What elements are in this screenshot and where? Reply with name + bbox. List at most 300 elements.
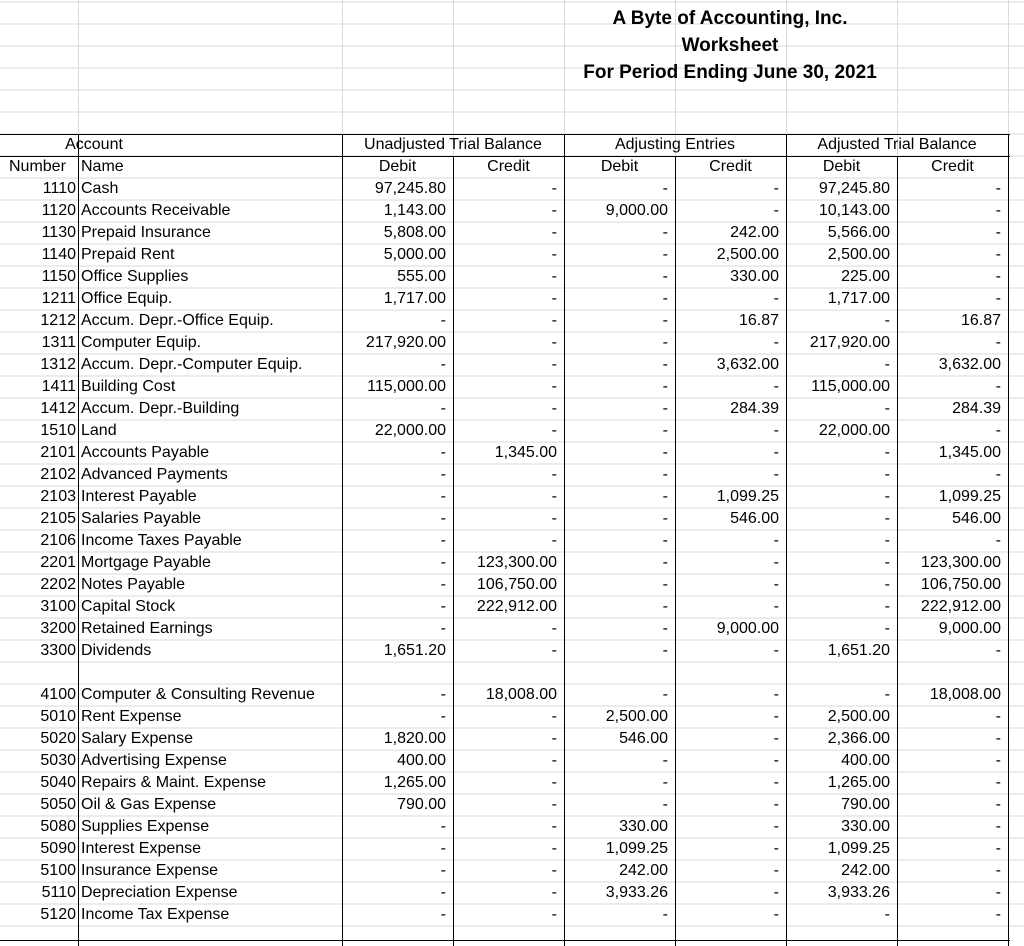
- adjusting-credit: -: [773, 686, 779, 703]
- unadjusted-credit: -: [551, 290, 557, 307]
- header-adjusting: Adjusting Entries: [614, 136, 736, 153]
- adjusted-debit: -: [884, 466, 890, 483]
- adjusted-debit: 225.00: [841, 268, 890, 285]
- table-row[interactable]: [0, 662, 1024, 684]
- adjusting-credit: 9,000.00: [716, 620, 779, 637]
- adjusting-debit: -: [662, 796, 668, 813]
- adjusted-debit: -: [884, 620, 890, 637]
- unadjusted-credit: -: [551, 752, 557, 769]
- table-row[interactable]: [0, 332, 1024, 354]
- unadjusted-credit: -: [551, 708, 557, 725]
- account-name: Prepaid Insurance: [81, 224, 211, 241]
- table-row[interactable]: [0, 860, 1024, 882]
- unadjusted-debit: -: [440, 510, 446, 527]
- title-period: For Period Ending June 30, 2021: [583, 62, 877, 83]
- adjusting-debit: -: [662, 422, 668, 439]
- unadjusted-debit: 1,820.00: [383, 730, 446, 747]
- adjusted-credit: 3,632.00: [938, 356, 1001, 373]
- adjusted-credit: -: [995, 862, 1001, 879]
- adjusting-debit: 1,099.25: [605, 840, 668, 857]
- unadjusted-debit: -: [440, 532, 446, 549]
- account-number: 5120: [40, 906, 76, 923]
- account-number: 1130: [41, 224, 76, 241]
- account-name: Computer Equip.: [81, 334, 202, 351]
- unadjusted-credit: -: [551, 818, 557, 835]
- adjusted-debit: 3,933.26: [827, 884, 890, 901]
- adjusting-credit: 546.00: [730, 510, 779, 527]
- table-row[interactable]: [0, 200, 1024, 222]
- account-name: Notes Payable: [81, 576, 186, 593]
- unadjusted-credit: -: [551, 312, 557, 329]
- unadjusted-credit: 123,300.00: [476, 554, 557, 571]
- unadjusted-debit: 1,651.20: [383, 642, 446, 659]
- account-number: 1312: [40, 356, 76, 373]
- adjusting-credit: -: [773, 752, 779, 769]
- unadjusted-debit: -: [440, 576, 446, 593]
- table-row[interactable]: [0, 816, 1024, 838]
- adjusting-debit: 330.00: [619, 818, 668, 835]
- unadjusted-credit: -: [551, 400, 557, 417]
- adjusted-credit: -: [995, 884, 1001, 901]
- adjusted-debit: -: [884, 598, 890, 615]
- adjusted-credit: -: [995, 268, 1001, 285]
- adjusted-credit: -: [995, 246, 1001, 263]
- adjusting-credit: -: [773, 466, 779, 483]
- adjusting-debit: -: [662, 554, 668, 571]
- adjusting-debit: [564, 662, 668, 684]
- adjusted-credit: -: [995, 906, 1001, 923]
- adjusting-debit: -: [662, 576, 668, 593]
- account-number: 1110: [42, 180, 76, 197]
- adjusting-credit: -: [773, 906, 779, 923]
- account-number: 2105: [40, 510, 76, 527]
- adjusted-debit: -: [884, 554, 890, 571]
- adjusted-credit: 16.87: [960, 312, 1001, 329]
- account-name: Salaries Payable: [81, 510, 202, 527]
- account-name: Office Equip.: [81, 290, 173, 307]
- adjusting-credit: 242.00: [730, 224, 779, 241]
- unadjusted-credit: -: [551, 862, 557, 879]
- adjusting-credit: -: [773, 642, 779, 659]
- adjusted-debit: -: [884, 686, 890, 703]
- unadjusted-credit: 1,345.00: [494, 444, 557, 461]
- account-number: 1150: [41, 268, 76, 285]
- adjusting-debit: -: [662, 620, 668, 637]
- unadjusted-debit: -: [440, 884, 446, 901]
- account-name: Supplies Expense: [81, 818, 210, 835]
- adjusting-credit: -: [773, 422, 779, 439]
- header-account: Account: [65, 136, 123, 153]
- adjusted-credit: 123,300.00: [920, 554, 1001, 571]
- table-row[interactable]: [0, 640, 1024, 662]
- adjusting-debit: 242.00: [619, 862, 668, 879]
- adjusting-debit: -: [662, 290, 668, 307]
- unadjusted-credit: -: [551, 488, 557, 505]
- adjusting-debit: 546.00: [619, 730, 668, 747]
- adjusted-credit: -: [995, 466, 1001, 483]
- adjusting-debit: -: [662, 180, 668, 197]
- account-name: Accum. Depr.-Office Equip.: [81, 312, 274, 329]
- table-row[interactable]: [0, 376, 1024, 398]
- adjusted-debit: -: [884, 532, 890, 549]
- account-name: Accum. Depr.-Computer Equip.: [81, 356, 303, 373]
- adjusting-debit: -: [662, 686, 668, 703]
- table-row[interactable]: [0, 838, 1024, 860]
- unadjusted-debit: 5,000.00: [383, 246, 446, 263]
- unadjusted-credit: -: [551, 422, 557, 439]
- adjusted-credit: 106,750.00: [920, 576, 1001, 593]
- table-row[interactable]: [0, 310, 1024, 332]
- account-name: Capital Stock: [81, 598, 176, 615]
- unadjusted-credit: -: [551, 180, 557, 197]
- table-row[interactable]: [0, 244, 1024, 266]
- adjusting-debit: -: [662, 378, 668, 395]
- table-row[interactable]: [0, 464, 1024, 486]
- unadjusted-debit: 115,000.00: [367, 378, 446, 395]
- unadjusted-debit: 217,920.00: [365, 334, 446, 351]
- adjusted-debit: 1,717.00: [827, 290, 890, 307]
- unadjusted-debit: 790.00: [397, 796, 446, 813]
- table-row[interactable]: [0, 574, 1024, 596]
- adjusting-debit: -: [662, 532, 668, 549]
- account-name: Office Supplies: [81, 268, 189, 285]
- table-row[interactable]: [0, 288, 1024, 310]
- adjusting-debit: -: [662, 752, 668, 769]
- account-number: 3300: [40, 642, 76, 659]
- account-number: 5020: [40, 730, 76, 747]
- unadjusted-debit: -: [440, 708, 446, 725]
- adjusting-credit: -: [773, 598, 779, 615]
- account-number: 1140: [41, 246, 76, 263]
- adjusting-debit: 2,500.00: [605, 708, 668, 725]
- account-name: Accounts Payable: [81, 444, 210, 461]
- table-row[interactable]: [0, 266, 1024, 288]
- account-name: [81, 662, 339, 684]
- table-row[interactable]: [0, 442, 1024, 464]
- adjusted-credit: -: [995, 224, 1001, 241]
- table-row[interactable]: [0, 530, 1024, 552]
- unadjusted-debit: -: [440, 466, 446, 483]
- unadjusted-credit: -: [551, 906, 557, 923]
- unadjusted-credit: -: [551, 268, 557, 285]
- adjusted-debit: 1,265.00: [827, 774, 890, 791]
- adjusted-debit: 2,500.00: [827, 246, 890, 263]
- header-unadjusted: Unadjusted Trial Balance: [364, 136, 542, 153]
- adjusted-debit: -: [884, 400, 890, 417]
- account-number: 2201: [40, 554, 76, 571]
- adjusted-debit: 22,000.00: [818, 422, 890, 439]
- adjusting-credit: [675, 662, 779, 684]
- unadjusted-debit: -: [440, 400, 446, 417]
- account-number: 5010: [40, 708, 76, 725]
- adjusting-debit: -: [662, 488, 668, 505]
- account-name: Advanced Payments: [81, 466, 228, 483]
- account-number: 1412: [40, 400, 76, 417]
- account-number: 5090: [40, 840, 76, 857]
- adjusting-debit: -: [662, 774, 668, 791]
- adjusting-credit: -: [773, 554, 779, 571]
- title-company: A Byte of Accounting, Inc.: [612, 8, 848, 29]
- header-tb-debit: Debit: [822, 158, 861, 175]
- table-row[interactable]: [0, 750, 1024, 772]
- header-number: Number: [9, 158, 66, 175]
- unadjusted-credit: -: [551, 884, 557, 901]
- table-row[interactable]: [0, 794, 1024, 816]
- unadjusted-debit: 555.00: [397, 268, 446, 285]
- adjusting-credit: -: [773, 862, 779, 879]
- unadjusted-credit: 18,008.00: [485, 686, 557, 703]
- unadjusted-credit: -: [551, 378, 557, 395]
- adjusted-credit: 1,345.00: [938, 444, 1001, 461]
- adjusting-credit: -: [773, 774, 779, 791]
- account-number: 2102: [40, 466, 76, 483]
- adjusted-credit: -: [995, 774, 1001, 791]
- adjusting-credit: -: [773, 576, 779, 593]
- account-name: Land: [81, 422, 117, 439]
- table-row[interactable]: [0, 728, 1024, 750]
- account-number: 2106: [40, 532, 76, 549]
- adjusted-credit: -: [995, 708, 1001, 725]
- adjusting-debit: -: [662, 334, 668, 351]
- table-row[interactable]: [0, 398, 1024, 420]
- adjusted-debit: -: [884, 488, 890, 505]
- account-number: 2101: [40, 444, 76, 461]
- account-name: Computer & Consulting Revenue: [81, 686, 315, 703]
- unadjusted-debit: -: [440, 686, 446, 703]
- adjusted-debit: 790.00: [841, 796, 890, 813]
- unadjusted-debit: [342, 662, 446, 684]
- adjusting-credit: -: [773, 378, 779, 395]
- header-name: Name: [81, 158, 124, 175]
- account-number: 5050: [40, 796, 76, 813]
- account-number: 3200: [40, 620, 76, 637]
- account-number: 5030: [40, 752, 76, 769]
- adjusted-debit: 97,245.80: [818, 180, 890, 197]
- adjusted-credit: -: [995, 642, 1001, 659]
- account-name: Insurance Expense: [81, 862, 218, 879]
- adjusting-debit: -: [662, 246, 668, 263]
- account-name: Accounts Receivable: [81, 202, 231, 219]
- adjusted-credit: 222,912.00: [920, 598, 1001, 615]
- account-name: Retained Earnings: [81, 620, 213, 637]
- unadjusted-debit: -: [440, 598, 446, 615]
- adjusting-debit: 3,933.26: [605, 884, 668, 901]
- adjusting-credit: 16.87: [738, 312, 779, 329]
- account-number: 1510: [40, 422, 76, 439]
- adjusted-debit: 2,366.00: [827, 730, 890, 747]
- unadjusted-debit: 1,717.00: [383, 290, 446, 307]
- account-name: Interest Payable: [81, 488, 197, 505]
- adjusted-debit: 5,566.00: [827, 224, 890, 241]
- account-number: 5110: [41, 884, 76, 901]
- adjusting-credit: 1,099.25: [716, 488, 779, 505]
- adjusted-debit: 1,099.25: [827, 840, 890, 857]
- table-row[interactable]: [0, 882, 1024, 904]
- unadjusted-debit: -: [440, 554, 446, 571]
- table-row[interactable]: [0, 684, 1024, 706]
- adjusted-debit: -: [884, 312, 890, 329]
- unadjusted-credit: -: [551, 510, 557, 527]
- adjusted-debit: 2,500.00: [827, 708, 890, 725]
- adjusting-debit: -: [662, 906, 668, 923]
- adjusted-credit: -: [995, 334, 1001, 351]
- unadjusted-debit: 97,245.80: [374, 180, 446, 197]
- adjusting-credit: -: [773, 708, 779, 725]
- adjusting-debit: -: [662, 268, 668, 285]
- adjusting-debit: -: [662, 312, 668, 329]
- table-row[interactable]: [0, 222, 1024, 244]
- header-unadj-debit: Debit: [378, 158, 417, 175]
- adjusting-debit: -: [662, 510, 668, 527]
- adjusting-credit: 284.39: [730, 400, 779, 417]
- unadjusted-credit: -: [551, 730, 557, 747]
- unadjusted-credit: 106,750.00: [476, 576, 557, 593]
- unadjusted-credit: -: [551, 246, 557, 263]
- adjusting-credit: -: [773, 884, 779, 901]
- adjusting-credit: -: [773, 730, 779, 747]
- adjusted-credit: -: [995, 840, 1001, 857]
- account-name: Oil & Gas Expense: [81, 796, 217, 813]
- adjusting-debit: -: [662, 642, 668, 659]
- unadjusted-credit: -: [551, 224, 557, 241]
- header-adj-credit: Credit: [709, 158, 752, 175]
- account-number: 1211: [41, 290, 76, 307]
- adjusted-credit: -: [995, 752, 1001, 769]
- adjusting-credit: -: [773, 818, 779, 835]
- adjusted-debit: 115,000.00: [811, 378, 890, 395]
- adjusting-credit: 3,632.00: [716, 356, 779, 373]
- adjusting-credit: -: [773, 840, 779, 857]
- adjusted-credit: 284.39: [952, 400, 1001, 417]
- adjusted-debit: 217,920.00: [809, 334, 890, 351]
- account-number: 1411: [41, 378, 76, 395]
- account-number: 2202: [40, 576, 76, 593]
- account-name: Salary Expense: [81, 730, 194, 747]
- adjusted-debit: -: [884, 444, 890, 461]
- adjusting-debit: -: [662, 400, 668, 417]
- table-row[interactable]: [0, 772, 1024, 794]
- unadjusted-credit: -: [551, 620, 557, 637]
- table-row[interactable]: [0, 552, 1024, 574]
- unadjusted-debit: -: [440, 840, 446, 857]
- account-number: 4100: [40, 686, 76, 703]
- unadjusted-credit: -: [551, 642, 557, 659]
- unadjusted-credit: -: [551, 334, 557, 351]
- header-tb-credit: Credit: [931, 158, 974, 175]
- account-name: Rent Expense: [81, 708, 182, 725]
- table-row[interactable]: [0, 706, 1024, 728]
- account-name: Prepaid Rent: [81, 246, 175, 263]
- adjusting-credit: 330.00: [730, 268, 779, 285]
- unadjusted-debit: 5,808.00: [383, 224, 446, 241]
- adjusted-credit: -: [995, 818, 1001, 835]
- adjusted-credit: 9,000.00: [938, 620, 1001, 637]
- table-row[interactable]: [0, 486, 1024, 508]
- unadjusted-debit: -: [440, 620, 446, 637]
- adjusting-debit: -: [662, 224, 668, 241]
- table-row[interactable]: [0, 420, 1024, 442]
- table-row[interactable]: [0, 508, 1024, 530]
- header-adjusted: Adjusted Trial Balance: [817, 136, 977, 153]
- account-name: Advertising Expense: [81, 752, 227, 769]
- header-unadj-credit: Credit: [487, 158, 530, 175]
- unadjusted-debit: 400.00: [397, 752, 446, 769]
- unadjusted-credit: -: [551, 466, 557, 483]
- unadjusted-debit: 22,000.00: [374, 422, 446, 439]
- adjusted-credit: -: [995, 290, 1001, 307]
- account-number: 1120: [41, 202, 76, 219]
- unadjusted-debit: 1,143.00: [383, 202, 446, 219]
- account-name: Income Tax Expense: [81, 906, 230, 923]
- adjusted-debit: [786, 662, 890, 684]
- table-row[interactable]: [0, 596, 1024, 618]
- unadjusted-credit: [453, 662, 557, 684]
- adjusted-credit: -: [995, 378, 1001, 395]
- account-name: Accum. Depr.-Building: [81, 400, 240, 417]
- adjusting-debit: -: [662, 466, 668, 483]
- account-name: Depreciation Expense: [81, 884, 238, 901]
- account-number: 2103: [40, 488, 76, 505]
- adjusted-credit: 18,008.00: [929, 686, 1001, 703]
- adjusted-credit: -: [995, 422, 1001, 439]
- table-row[interactable]: [0, 618, 1024, 640]
- adjusted-credit: 1,099.25: [938, 488, 1001, 505]
- adjusting-credit: -: [773, 796, 779, 813]
- unadjusted-debit: -: [440, 356, 446, 373]
- adjusted-debit: 400.00: [841, 752, 890, 769]
- adjusting-credit: -: [773, 444, 779, 461]
- adjusted-debit: 242.00: [841, 862, 890, 879]
- account-name: Mortgage Payable: [81, 554, 211, 571]
- adjusted-credit: 546.00: [952, 510, 1001, 527]
- adjusted-credit: -: [995, 796, 1001, 813]
- adjusted-debit: 330.00: [841, 818, 890, 835]
- unadjusted-debit: -: [440, 818, 446, 835]
- table-row[interactable]: [0, 354, 1024, 376]
- account-name: Repairs & Maint. Expense: [81, 774, 266, 791]
- account-number: 5080: [40, 818, 76, 835]
- unadjusted-credit: -: [551, 840, 557, 857]
- adjusted-debit: 10,143.00: [818, 202, 890, 219]
- account-number: 5100: [40, 862, 76, 879]
- account-name: Dividends: [81, 642, 152, 659]
- unadjusted-debit: -: [440, 862, 446, 879]
- account-number: 3100: [40, 598, 76, 615]
- adjusted-credit: -: [995, 730, 1001, 747]
- adjusting-credit: -: [773, 202, 779, 219]
- adjusted-credit: [897, 662, 1001, 684]
- unadjusted-credit: -: [551, 202, 557, 219]
- adjusting-credit: -: [773, 334, 779, 351]
- adjusting-credit: 2,500.00: [716, 246, 779, 263]
- adjusting-credit: -: [773, 180, 779, 197]
- unadjusted-credit: -: [551, 796, 557, 813]
- adjusting-debit: -: [662, 444, 668, 461]
- adjusted-debit: -: [884, 906, 890, 923]
- account-name: Income Taxes Payable: [81, 532, 242, 549]
- unadjusted-debit: -: [440, 906, 446, 923]
- adjusting-debit: 9,000.00: [605, 202, 668, 219]
- adjusted-debit: 1,651.20: [827, 642, 890, 659]
- unadjusted-credit: 222,912.00: [476, 598, 557, 615]
- table-row[interactable]: [0, 904, 1024, 926]
- account-name: Cash: [81, 180, 119, 197]
- account-name: Building Cost: [81, 378, 176, 395]
- adjusted-credit: -: [995, 532, 1001, 549]
- table-row[interactable]: [0, 178, 1024, 200]
- unadjusted-credit: -: [551, 774, 557, 791]
- unadjusted-credit: -: [551, 532, 557, 549]
